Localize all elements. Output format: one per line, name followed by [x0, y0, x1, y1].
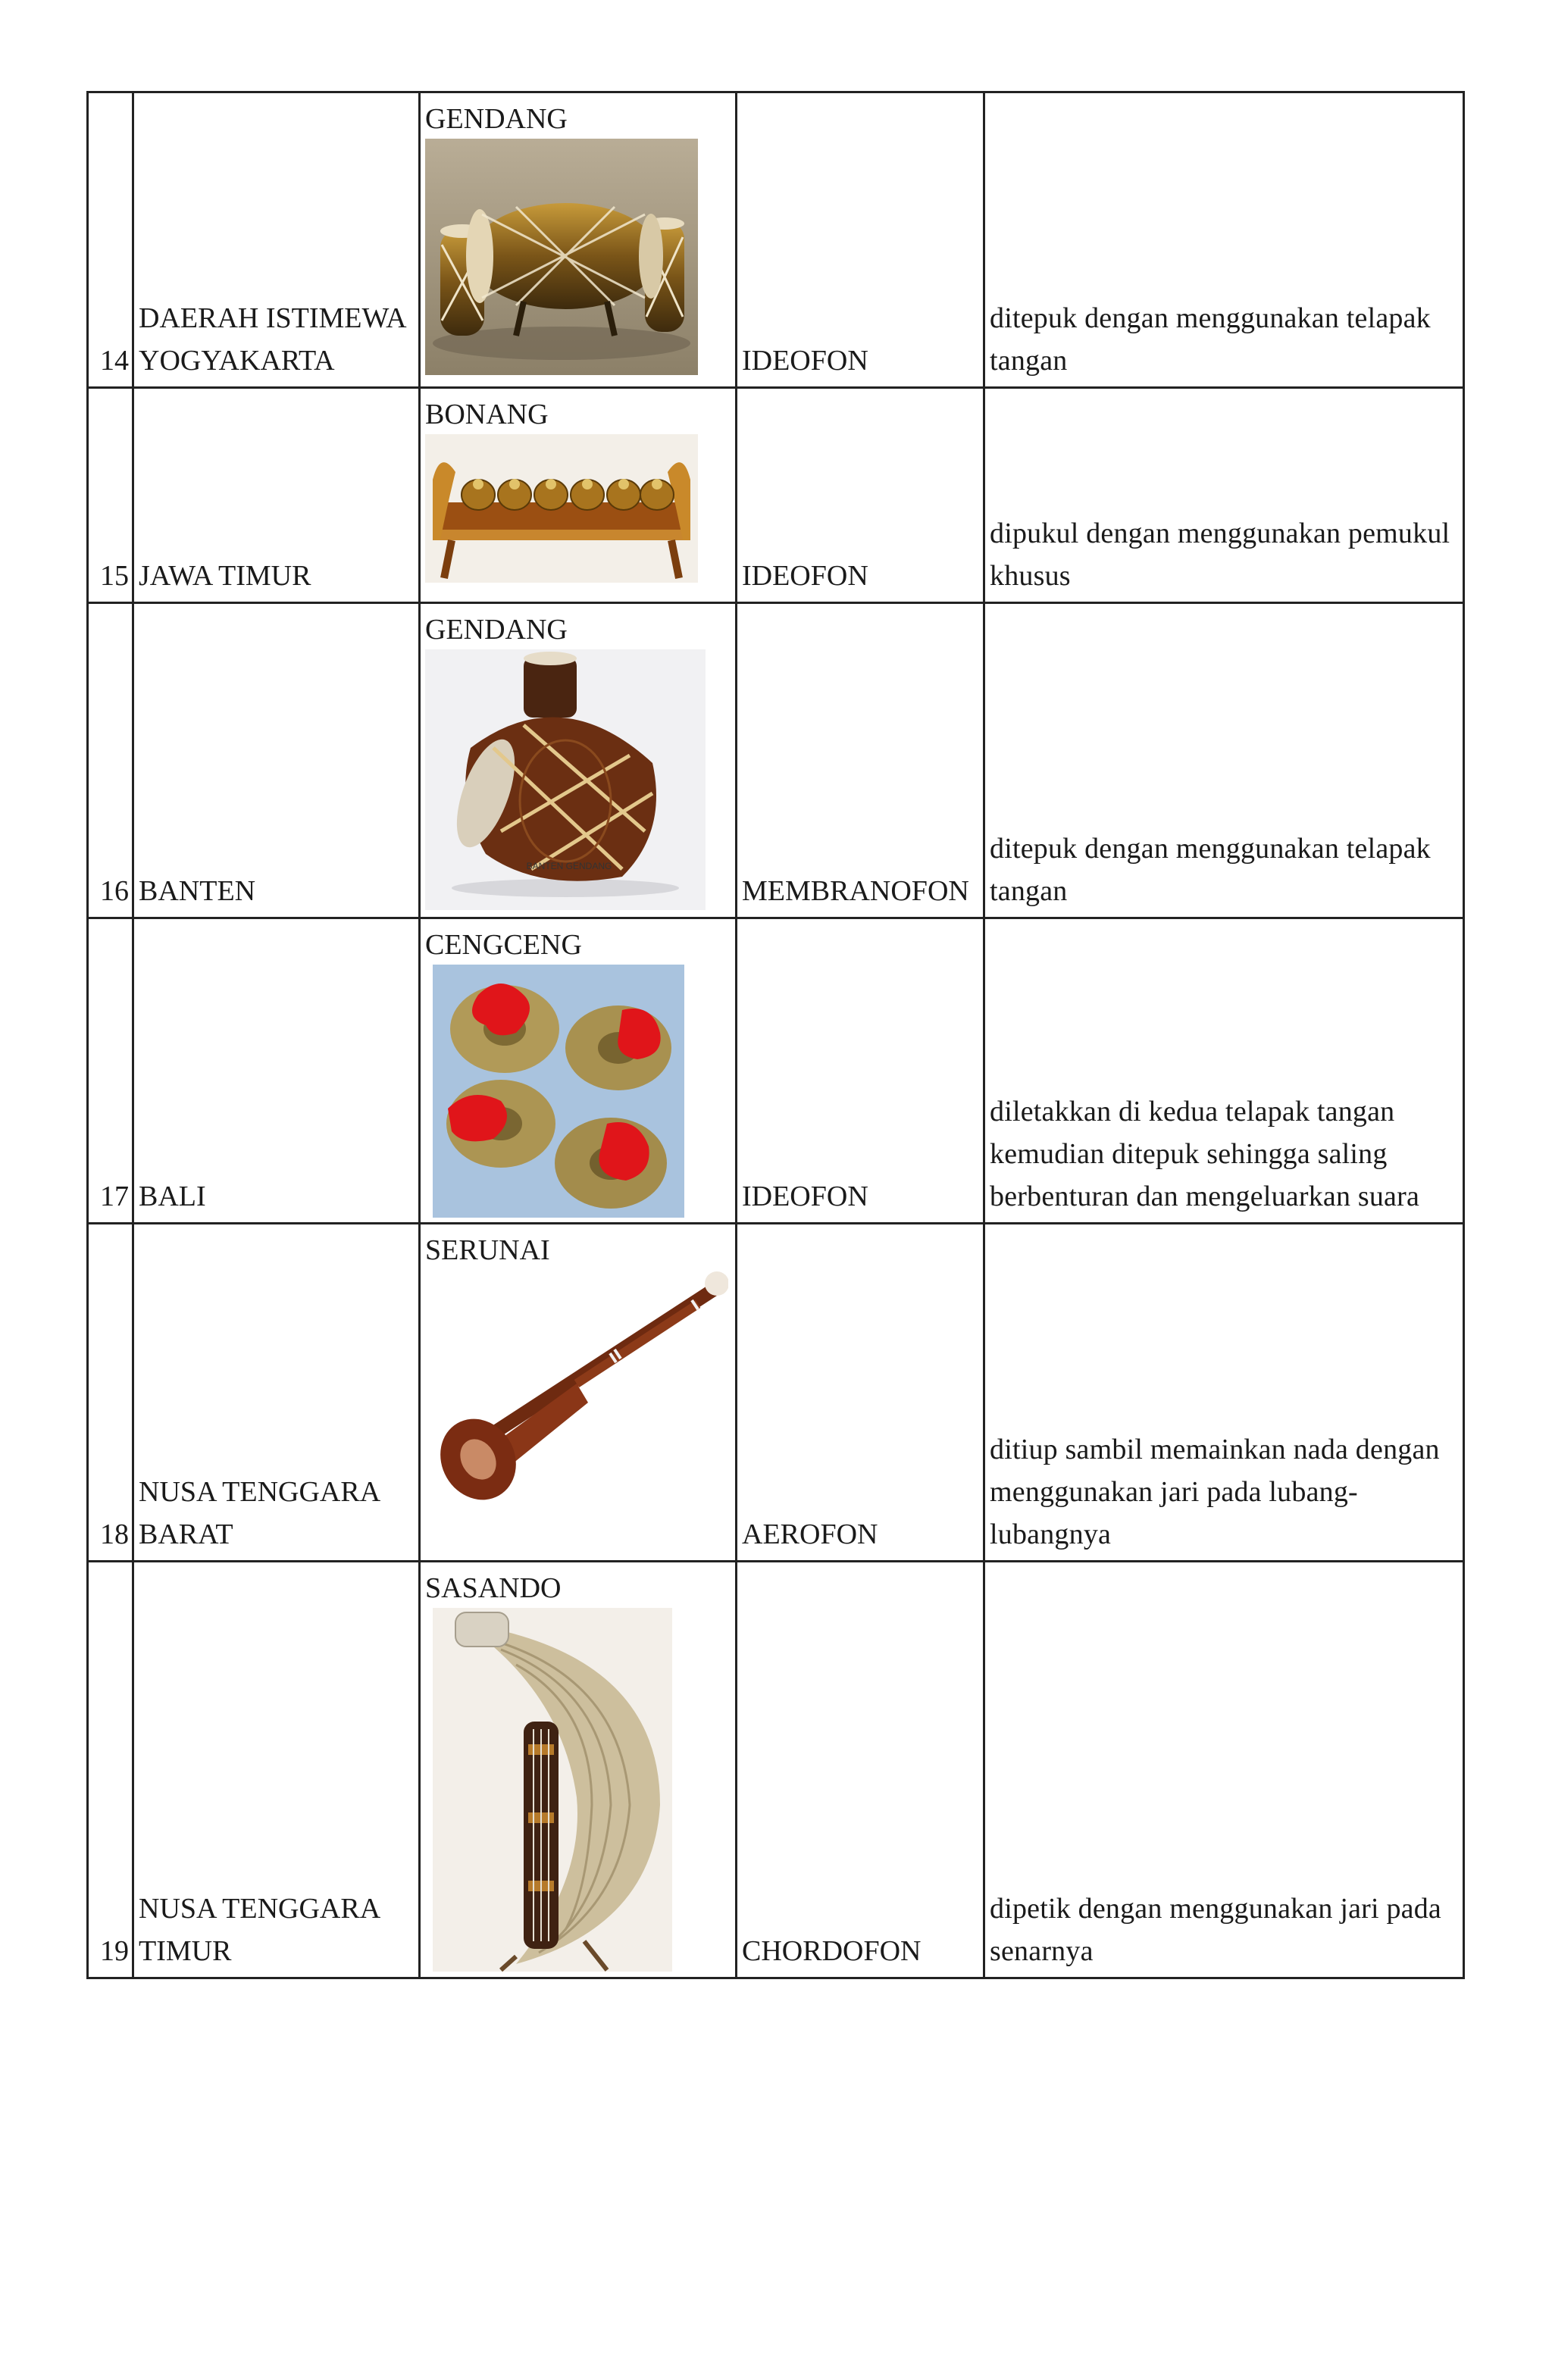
classification-cell: AEROFON: [737, 1224, 984, 1562]
classification-cell: IDEOFON: [737, 918, 984, 1224]
instrument-name: BONANG: [425, 399, 549, 430]
gendang-drum-icon: [425, 649, 706, 910]
classification-cell: CHORDOFON: [737, 1562, 984, 1978]
instrument-name: SASANDO: [425, 1572, 562, 1604]
playing-method-cell: diletakkan di kedua telapak tangan kemudian ditepuk sehingga saling berbenturan dan mengeluarkan suara: [984, 918, 1464, 1224]
instrument-table: [86, 91, 1465, 1979]
instrument-cell: [420, 92, 737, 388]
playing-method-cell: ditepuk dengan menggunakan telapak tangan: [984, 92, 1464, 388]
table-row: [88, 1224, 1464, 1562]
bonang-gong-row-icon: [425, 434, 698, 583]
cengceng-cymbals-icon: [433, 965, 684, 1218]
region-cell: BANTEN: [133, 603, 420, 918]
instrument-name: GENDANG: [425, 614, 568, 646]
serunai-flute-icon: [425, 1270, 728, 1520]
table-row: [88, 603, 1464, 918]
playing-method-cell: dipukul dengan menggunakan pemukul khusus: [984, 388, 1464, 603]
photo-caption: BANTEN GENDANG: [526, 861, 612, 871]
instrument-name: SERUNAI: [425, 1234, 550, 1266]
classification-cell: IDEOFON: [737, 388, 984, 603]
row-number: 14: [88, 92, 133, 388]
instrument-cell: [420, 1562, 737, 1978]
playing-method-cell: dipetik dengan menggunakan jari pada senarnya: [984, 1562, 1464, 1978]
table-row: [88, 388, 1464, 603]
region-cell: NUSA TENGGARA BARAT: [133, 1224, 420, 1562]
row-number: 16: [88, 603, 133, 918]
region-cell: NUSA TENGGARA TIMUR: [133, 1562, 420, 1978]
row-number: 18: [88, 1224, 133, 1562]
playing-method-cell: ditepuk dengan menggunakan telapak tangan: [984, 603, 1464, 918]
sasando-harp-icon: [433, 1608, 672, 1972]
table-row: [88, 1562, 1464, 1978]
region-cell: BALI: [133, 918, 420, 1224]
instrument-name: GENDANG: [425, 103, 568, 135]
row-number: 15: [88, 388, 133, 603]
gendang-drum-set-icon: [425, 139, 698, 375]
instrument-cell: [420, 603, 737, 918]
instrument-cell: [420, 388, 737, 603]
playing-method-cell: ditiup sambil memainkan nada dengan menggunakan jari pada lubang-lubangnya: [984, 1224, 1464, 1562]
row-number: 19: [88, 1562, 133, 1978]
classification-cell: IDEOFON: [737, 92, 984, 388]
row-number: 17: [88, 918, 133, 1224]
instrument-name: CENGCENG: [425, 929, 582, 961]
region-cell: DAERAH ISTIMEWA YOGYAKARTA: [133, 92, 420, 388]
classification-cell: MEMBRANOFON: [737, 603, 984, 918]
table-row: [88, 918, 1464, 1224]
table-row: [88, 92, 1464, 388]
instrument-cell: [420, 918, 737, 1224]
region-cell: JAWA TIMUR: [133, 388, 420, 603]
instrument-cell: [420, 1224, 737, 1562]
